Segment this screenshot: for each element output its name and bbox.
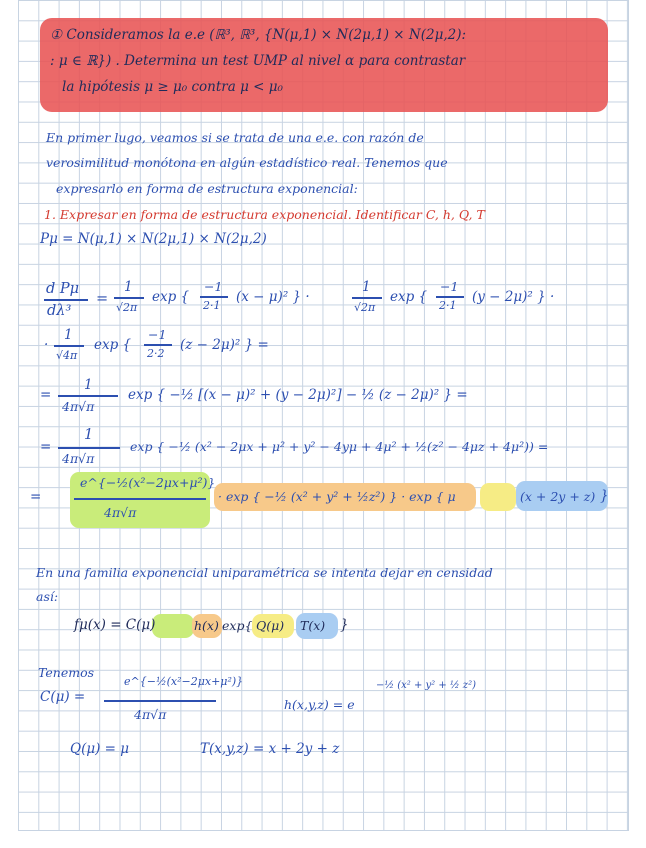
- eq2-dot: ·: [44, 337, 49, 353]
- c-mu-num: e^{−½(x²−2μx+μ²)}: [124, 675, 244, 688]
- family-line-1: En una familia exponencial uniparamétrica se intenta dejar en censidad: [36, 565, 493, 580]
- eq4-num: 1: [84, 427, 94, 443]
- eq1-t2-inner-den: 2·1: [439, 299, 457, 312]
- eq1-t2-inner-num: −1: [440, 279, 459, 294]
- eq1-t1-exp: exp {: [152, 289, 190, 305]
- formula-c: fμ(x) = C(μ): [74, 617, 156, 633]
- eq2-den: √4π: [56, 349, 78, 362]
- eq4-den: 4π√π: [62, 451, 95, 466]
- c-mu-lhs: C(μ) =: [40, 689, 86, 705]
- p-mu-definition: Pμ = N(μ,1) × N(2μ,1) × N(2μ,2): [40, 231, 267, 247]
- intro-line-1: En primer lugo, veamos si se trata de una e.e. con razón de: [46, 130, 424, 145]
- eq2-num: 1: [64, 327, 73, 343]
- eq4-body: exp { −½ (x² − 2μx + μ² + y² − 4yμ + 4μ² + ½(z² − 4μz + 4μ²)) =: [130, 439, 549, 454]
- eq1-t2-exp: exp {: [390, 289, 428, 305]
- eq1-t2-num: 1: [362, 279, 371, 295]
- eq3-num: 1: [84, 377, 93, 393]
- eq5-num: e^{−½(x²−2μx+μ²)}: [80, 475, 216, 490]
- eq2-exp: exp {: [94, 337, 132, 353]
- intro-line-3: expresarlo en forma de estructura exponencial:: [56, 181, 358, 196]
- h-xyz-lhs: h(x,y,z) = e: [284, 697, 355, 712]
- q-mu: Q(μ) = μ: [70, 741, 130, 757]
- eq1-t2-tail: (y − 2μ)² } ·: [472, 289, 555, 305]
- problem-line-2: : μ ∈ ℝ}) . Determina un test UMP al nivel α para contrastar: [50, 53, 466, 69]
- eq5-close: }: [600, 488, 609, 504]
- formula-close: }: [340, 617, 349, 633]
- formula-t: T(x): [300, 618, 326, 633]
- step-1-heading: 1. Expresar en forma de estructura exponencial. Identificar C, h, Q, T: [44, 207, 485, 222]
- eq2-tail: (z − 2μ)² } =: [180, 337, 269, 353]
- tenemos-label: Tenemos: [38, 665, 95, 680]
- t-xyz: T(x,y,z) = x + 2y + z: [200, 741, 340, 757]
- eq1-t1-inner-den: 2·1: [203, 299, 221, 312]
- eq4-equals: =: [40, 439, 52, 455]
- eq1-lhs-den: dλ³: [47, 303, 72, 319]
- eq1-lhs-num: d Pμ: [46, 281, 80, 297]
- intro-line-2: verosimilitud monótona en algún estadístico real. Tenemos que: [46, 155, 448, 170]
- family-line-2: así:: [36, 589, 59, 604]
- eq1-t1-tail: (x − μ)² } ·: [236, 289, 310, 305]
- eq1-t1-num: 1: [124, 279, 133, 295]
- h-xyz-exponent: −½ (x² + y² + ½ z²): [376, 680, 476, 691]
- eq2-inner-num: −1: [148, 327, 167, 342]
- formula-exp: exp{: [222, 618, 253, 633]
- eq5-den: 4π√π: [104, 505, 137, 520]
- eq5-mid: · exp { −½ (x² + y² + ½z²) } · exp { μ: [218, 489, 456, 504]
- eq5-equals: =: [30, 489, 42, 505]
- eq1-equals: =: [96, 291, 109, 307]
- eq1-t1-inner-num: −1: [204, 279, 223, 294]
- c-mu-den: 4π√π: [134, 707, 167, 722]
- eq5-t: (x + 2y + z): [520, 489, 596, 504]
- q-highlight: [480, 483, 516, 511]
- formula-c-highlight: [152, 614, 194, 638]
- eq2-inner-den: 2·2: [147, 347, 165, 360]
- eq3-den: 4π√π: [62, 399, 95, 414]
- formula-h: h(x): [194, 618, 219, 633]
- eq1-t1-den: √2π: [116, 301, 138, 314]
- problem-line-1: ① Consideramos la e.e (ℝ³, ℝ³, {N(μ,1) × N(2μ,1) × N(2μ,2):: [50, 27, 467, 43]
- eq3-body: exp { −½ [(x − μ)² + (y − 2μ)²] − ½ (z − 2μ)² } =: [128, 387, 468, 403]
- problem-line-3: la hipótesis μ ≥ μ₀ contra μ < μ₀: [62, 79, 283, 95]
- formula-q: Q(μ): [256, 618, 285, 633]
- eq1-t2-den: √2π: [354, 301, 376, 314]
- eq3-equals: =: [40, 387, 52, 403]
